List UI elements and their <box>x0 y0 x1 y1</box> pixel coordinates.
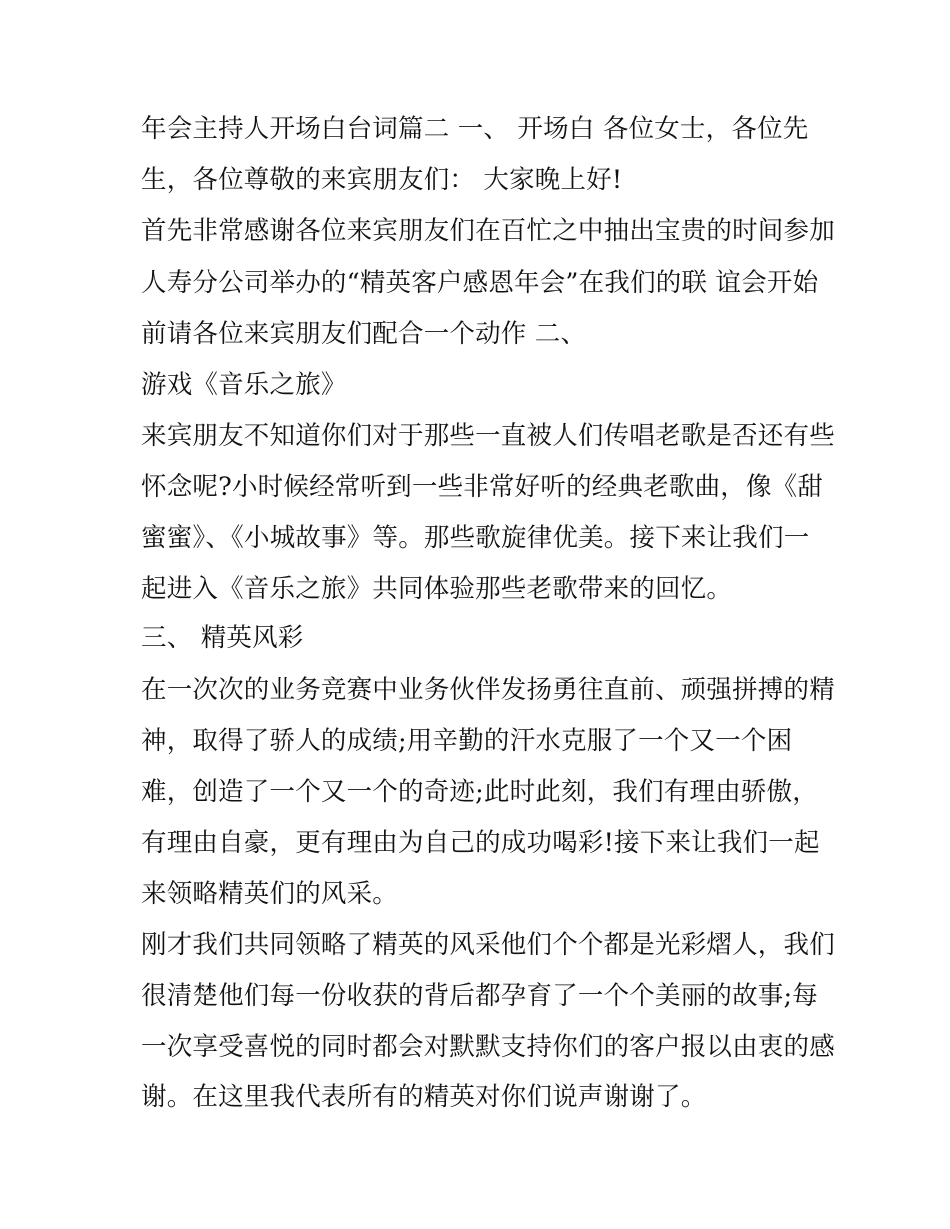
text-line: 来领略精英们的风采。 <box>141 879 399 909</box>
text-line: 首先非常感谢各位来宾朋友们在百忙之中抽出宝贵的时间参加 <box>141 216 835 246</box>
text-line: 刚才我们共同领略了精英的风采他们个个都是光彩熠人，我们 <box>141 930 835 960</box>
text-line: 有理由自豪，更有理由为自己的成功喝彩!接下来让我们一起 <box>141 828 820 858</box>
text-line: 蜜蜜》、《小城故事》等。那些歌旋律优美。接下来让我们一 <box>141 523 810 553</box>
text-line: 怀念呢?小时候经常听到一些非常好听的经典老歌曲，像《甜 <box>141 472 824 502</box>
text-line: 前请各位来宾朋友们配合一个动作 二、 <box>141 319 587 349</box>
text-line: 神，取得了骄人的成绩;用辛勤的汗水克服了一个又一个困 <box>141 726 793 756</box>
text-line: 一次享受喜悦的同时都会对默默支持你们的客户报以由衷的感 <box>141 1032 835 1062</box>
section-heading: 游戏《音乐之旅》 <box>141 370 347 400</box>
text-line: 年会主持人开场白台词篇二 一、 开场白 各位女士，各位先 <box>141 114 809 144</box>
text-line: 人寿分公司举办的“精英客户感恩年会”在我们的联 谊会开始 <box>141 268 819 298</box>
section-heading: 三、 精英风彩 <box>141 623 304 653</box>
text-line: 难，创造了一个又一个的奇迹;此时此刻，我们有理由骄傲， <box>141 777 818 807</box>
text-line: 起进入《音乐之旅》共同体验那些老歌带来的回忆。 <box>141 574 733 604</box>
text-line: 来宾朋友不知道你们对于那些一直被人们传唱老歌是否还有些 <box>141 421 835 451</box>
text-line: 很清楚他们每一份收获的背后都孕育了一个个美丽的故事;每 <box>141 981 818 1011</box>
text-line: 在一次次的业务竞赛中业务伙伴发扬勇往直前、顽强拼搏的精 <box>141 675 835 705</box>
text-line: 谢。在这里我代表所有的精英对你们说声谢谢了。 <box>141 1082 707 1112</box>
text-line: 生，各位尊敬的来宾朋友们： 大家晚上好! <box>141 165 623 195</box>
